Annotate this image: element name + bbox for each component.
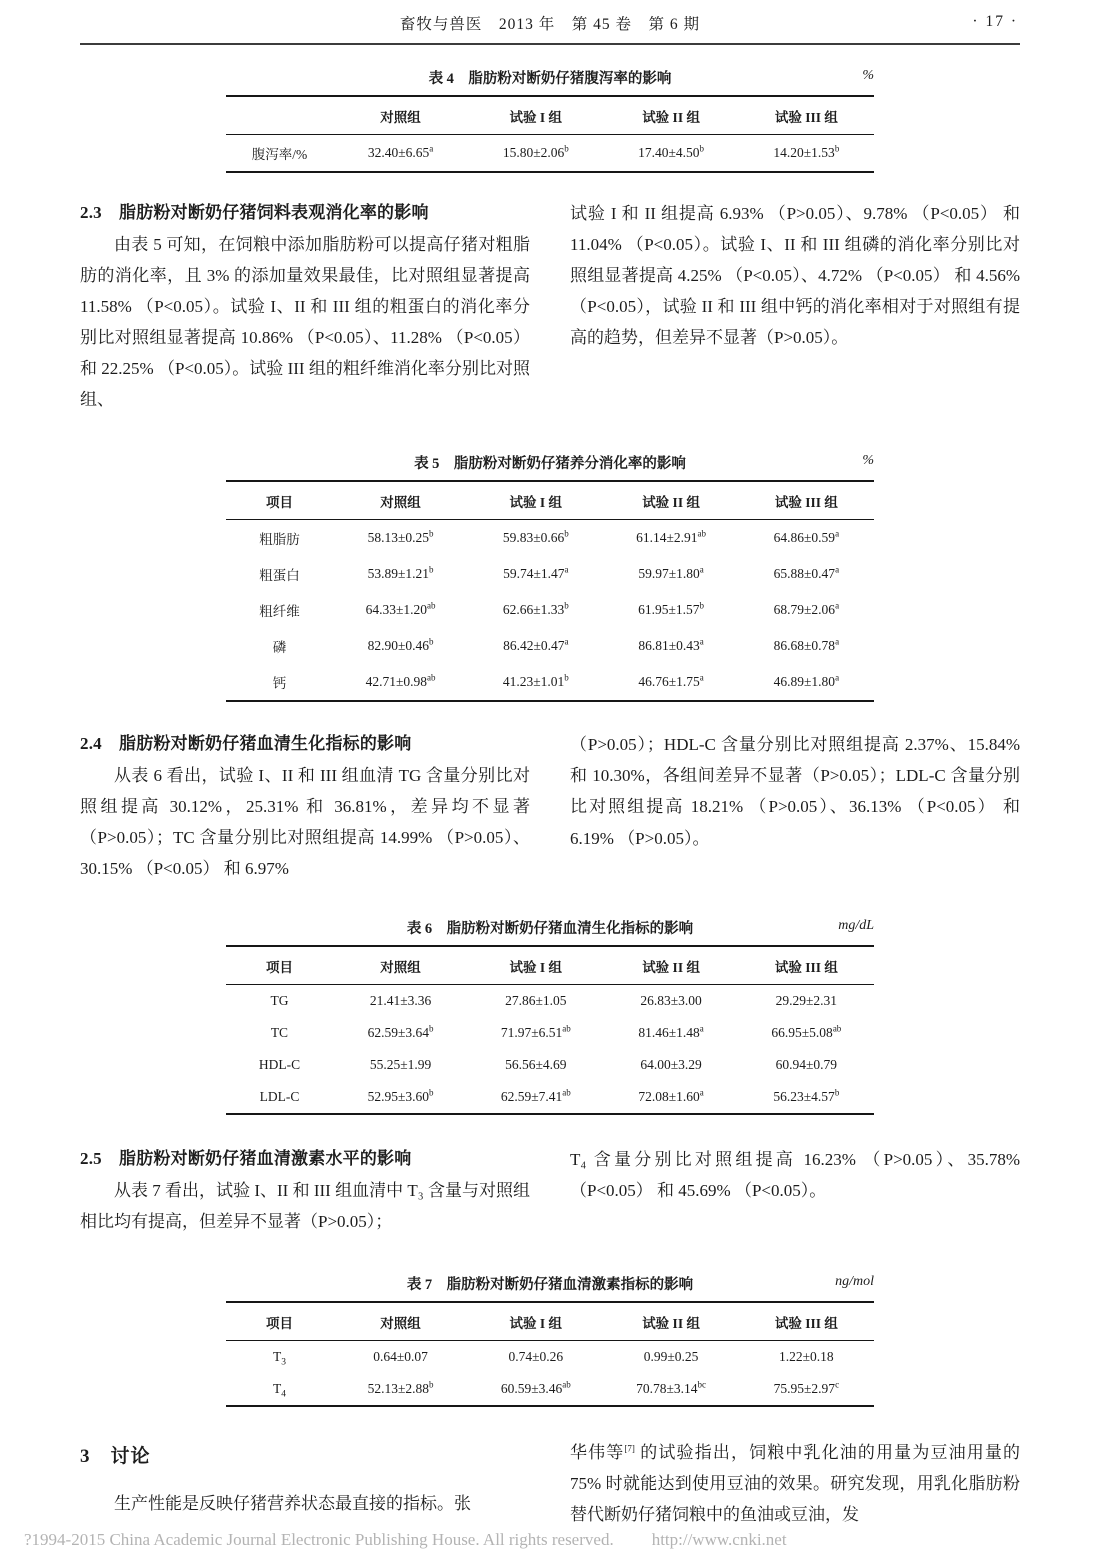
column-header: 试验 III 组 — [739, 1302, 874, 1341]
table-cell: 61.14±2.91$^{ab}$ — [636, 528, 707, 546]
table-cell: 26.83±3.00 — [640, 993, 702, 1009]
table-7-block — [226, 1273, 874, 1407]
table-7-unit: ng/mol — [835, 1274, 874, 1290]
column-header: 试验 II 组 — [603, 1302, 738, 1341]
section-2-3-paragraph-left: 由表 5 可知，在饲粮中添加脂肪粉可以提高仔猪对粗脂肪的消化率，且 3% 的添加量效果最佳，比对照组显著提高 11.58% （P<0.05）。试验 I、II 和 III 组的粗蛋白的消化率分别比对照组显著提高 10.86% （P<0.05）、11.28% （P<0.05） 和 22.25% （P<0.05）。试验 III 组的粗纤维消化率分别比对照组、 — [80, 234, 530, 410]
journal-header — [80, 12, 1020, 45]
row-label: HDL-C — [258, 1057, 301, 1073]
table-row — [226, 628, 874, 664]
table-cell: 41.23±1.01$^b$ — [502, 672, 569, 690]
column-header: 对照组 — [333, 1302, 468, 1341]
table-cell: 0.74±0.26 — [508, 1349, 564, 1365]
section-3-heading: 3 讨论 — [80, 1446, 151, 1468]
section-2-4 — [80, 729, 1020, 884]
row-label: $T_4$ — [272, 1381, 286, 1400]
table-4-block — [226, 67, 874, 173]
table-cell: 27.86±1.05 — [505, 993, 567, 1009]
journal-title-line: 畜牧与兽医 2013 年 第 45 卷 第 6 期 — [399, 16, 701, 33]
table-cell: 82.90±0.46$^b$ — [367, 636, 434, 654]
table-6-caption-text: 表 6 脂肪粉对断奶仔猪血清生化指标的影响 — [406, 921, 694, 938]
section-2-4-paragraph-left: 从表 6 看出，试验 I、II 和 III 组血清 TG 含量分别比对照组提高 30.12%，25.31% 和 36.81%，差异均不显著（P>0.05）；TC 含量分别比对照组提高 14.99% （P>0.05）、30.15% （P<0.05） 和 6.97% — [80, 765, 530, 879]
table-cell: 32.40±6.65$^a$ — [367, 143, 434, 160]
section-2-4-right-column — [570, 729, 1020, 884]
section-3-discussion — [80, 1437, 1020, 1530]
row-label: 钙 — [272, 676, 287, 692]
section-2-5-paragraph-left: 从表 7 看出，试验 I、II 和 III 组血清中 T₃ 含量与对照组相比均有提高，但差异不显著（P>0.05）； — [80, 1180, 530, 1231]
table-row — [226, 1049, 874, 1081]
row-label: LDL-C — [259, 1089, 300, 1105]
section-2-4-left-column — [80, 729, 530, 884]
row-label: TG — [270, 993, 289, 1009]
column-header — [226, 96, 333, 135]
table-cell: 58.13±0.25$^b$ — [367, 528, 434, 546]
row-label: $T_3$ — [272, 1349, 286, 1368]
table-row — [226, 1341, 874, 1374]
table-cell: 29.29±2.31 — [775, 993, 838, 1009]
column-header: 对照组 — [333, 481, 468, 520]
table-cell: 15.80±2.06$^b$ — [502, 143, 569, 160]
section-2-3-heading: 2.3 脂肪粉对断奶仔猪饲料表观消化率的影响 — [80, 203, 429, 222]
table-cell: 65.88±0.47$^a$ — [773, 564, 840, 582]
column-header: 试验 III 组 — [739, 96, 874, 135]
column-header: 试验 I 组 — [468, 946, 603, 985]
table-5 — [226, 480, 874, 702]
table-row — [226, 985, 874, 1018]
column-header: 项目 — [226, 946, 333, 985]
table-cell: 21.41±3.36 — [369, 993, 432, 1009]
table-cell: 64.00±3.29 — [640, 1057, 702, 1073]
table-cell: 46.76±1.75$^a$ — [638, 672, 704, 690]
table-5-block — [226, 452, 874, 702]
table-cell: 72.08±1.60$^a$ — [638, 1087, 704, 1105]
table-cell: 17.40±4.50$^b$ — [638, 143, 705, 160]
column-header: 试验 II 组 — [603, 481, 738, 520]
table-7 — [226, 1301, 874, 1407]
table-cell: 59.83±0.66$^b$ — [502, 528, 569, 546]
header-row — [226, 1302, 874, 1341]
table-cell: 60.59±3.46$^{ab}$ — [500, 1379, 571, 1397]
table-cell: 52.13±2.88$^b$ — [367, 1379, 434, 1397]
table-5-caption — [226, 452, 874, 473]
column-header: 试验 I 组 — [468, 481, 603, 520]
section-3-paragraph-left: 生产性能是反映仔猪营养状态最直接的指标。张 — [114, 1494, 471, 1514]
row-label: 磷 — [272, 640, 287, 656]
table-4-caption-text: 表 4 脂肪粉对断奶仔猪腹泻率的影响 — [428, 71, 672, 87]
table-cell: 55.25±1.99 — [369, 1057, 432, 1073]
table-cell: 59.97±1.80$^a$ — [638, 564, 704, 582]
section-2-5-paragraph-right: T₄ 含量分别比对照组提高 16.23% （P>0.05）、35.78% （P<0.05） 和 45.69% （P<0.05）。 — [570, 1150, 1020, 1201]
column-header: 试验 III 组 — [739, 481, 874, 520]
header-row — [226, 946, 874, 985]
table-cell: 14.20±1.53$^b$ — [773, 143, 840, 160]
header-row — [226, 481, 874, 520]
citation-7-superscript: [7] — [624, 1443, 635, 1454]
table-cell: 81.46±1.48$^a$ — [638, 1023, 704, 1041]
table-row — [226, 1017, 874, 1049]
table-cell: 56.23±4.57$^b$ — [773, 1087, 840, 1105]
section-2-5-left-column — [80, 1144, 530, 1237]
table-cell: 86.81±0.43$^a$ — [638, 636, 704, 654]
table-row — [226, 592, 874, 628]
table-cell: 60.94±0.79 — [775, 1057, 838, 1073]
table-7-caption-text: 表 7 脂肪粉对断奶仔猪血清激素指标的影响 — [406, 1277, 694, 1294]
table-cell: 86.42±0.47$^a$ — [503, 636, 569, 654]
page-number: · 17 · — [972, 13, 1018, 30]
table-cell: 66.95±5.08$^{ab}$ — [771, 1023, 842, 1041]
column-header: 项目 — [226, 481, 333, 520]
table-cell: 62.66±1.33$^b$ — [502, 600, 569, 618]
table-6 — [226, 945, 874, 1115]
table-cell: 68.79±2.06$^a$ — [773, 600, 840, 618]
table-cell: 61.95±1.57$^b$ — [638, 600, 705, 618]
section-2-5-heading: 2.5 脂肪粉对断奶仔猪血清激素水平的影响 — [80, 1149, 412, 1169]
section-3-paragraph-right — [570, 1437, 1020, 1530]
section-2-3-right-column — [570, 198, 1020, 415]
column-header: 试验 III 组 — [739, 946, 874, 985]
table-cell: 42.71±0.98$^{ab}$ — [365, 672, 436, 690]
section-2-5-right-column — [570, 1144, 1020, 1237]
row-label: 粗蛋白 — [259, 568, 300, 584]
section-2-4-paragraph-right: （P>0.05）；HDL-C 含量分别比对照组提高 2.37%、15.84% 和 10.30%，各组间差异不显著（P>0.05）；LDL-C 含量分别比对照组提高 18.21% （P>0.05）、36.13% （P<0.05） 和 6.19% （P>0.05）。 — [570, 735, 1020, 848]
table-6-caption — [226, 917, 874, 938]
row-label: TC — [270, 1025, 289, 1041]
table-4-caption — [226, 67, 874, 88]
table-4-unit: % — [862, 68, 874, 83]
column-header: 项目 — [226, 1302, 333, 1341]
table-cell: 1.22±0.18 — [779, 1349, 834, 1365]
table-cell: 62.59±3.64$^b$ — [367, 1023, 434, 1041]
header-row — [226, 96, 874, 135]
table-6-block — [226, 917, 874, 1115]
section-2-3 — [80, 198, 1020, 415]
table-cell: 71.97±6.51$^{ab}$ — [500, 1023, 571, 1041]
column-header: 对照组 — [333, 946, 468, 985]
column-header: 试验 II 组 — [603, 96, 738, 135]
section-2-3-left-column — [80, 198, 530, 415]
column-header: 试验 I 组 — [468, 1302, 603, 1341]
section-3-right-text-continued: 的试验指出，饲粮中乳化油的用量为豆油用量的 75% 时就能达到使用豆油的效果。研究发现，用乳化脂肪粉替代断奶仔猪饲粮中的鱼油或豆油，发 — [570, 1443, 1020, 1525]
table-7-caption — [226, 1273, 874, 1294]
row-label: 腹泻率/% — [251, 147, 308, 162]
table-cell: 86.68±0.78$^a$ — [773, 636, 840, 654]
table-cell: 64.33±1.20$^{ab}$ — [365, 600, 436, 618]
cnki-url: http://www.cnki.net — [651, 1530, 787, 1550]
cnki-footer — [0, 1530, 1100, 1562]
table-cell: 53.89±1.21$^b$ — [367, 564, 434, 582]
section-3-right-column — [570, 1437, 1020, 1530]
section-2-4-heading: 2.4 脂肪粉对断奶仔猪血清生化指标的影响 — [80, 734, 412, 754]
table-cell: 62.59±7.41$^{ab}$ — [500, 1087, 571, 1105]
table-cell: 59.74±1.47$^a$ — [503, 564, 569, 582]
section-2-5 — [80, 1144, 1020, 1237]
table-row — [226, 664, 874, 701]
table-row — [226, 1081, 874, 1114]
column-header: 试验 I 组 — [468, 96, 603, 135]
table-cell: 46.89±1.80$^a$ — [773, 672, 840, 690]
table-cell: 75.95±2.97$^c$ — [773, 1379, 840, 1397]
table-cell: 70.78±3.14$^{bc}$ — [636, 1379, 707, 1397]
table-row — [226, 135, 874, 173]
table-6-unit: mg/dL — [838, 918, 874, 934]
column-header: 对照组 — [333, 96, 468, 135]
table-5-unit: % — [862, 453, 874, 469]
table-cell: 64.86±0.59$^a$ — [773, 528, 840, 546]
table-cell: 52.95±3.60$^b$ — [367, 1087, 434, 1105]
table-row — [226, 1373, 874, 1406]
section-2-3-paragraph-right: 试验 I 和 II 组提高 6.93% （P>0.05）、9.78% （P<0.05） 和 11.04% （P<0.05）。试验 I、II 和 III 组磷的消化率分别比对照组显著提高 4.25% （P<0.05）、4.72% （P<0.05） 和 4.56% （P<0.05），试验 II 和 III 组中钙的消化率相对于对照组有提高的趋势，但差异不显著（P>0.05）。 — [570, 204, 1020, 348]
table-5-caption-text: 表 5 脂肪粉对断奶仔猪养分消化率的影响 — [414, 456, 686, 473]
table-row — [226, 520, 874, 557]
table-row — [226, 556, 874, 592]
section-3-right-text: 华伟等 — [570, 1443, 625, 1463]
column-header: 试验 II 组 — [603, 946, 738, 985]
table-4 — [226, 95, 874, 173]
copyright-text: ?1994-2015 China Academic Journal Electronic Publishing House. All rights reserved. — [24, 1530, 614, 1550]
section-3-left-column — [80, 1437, 530, 1530]
table-cell: 0.64±0.07 — [373, 1349, 428, 1365]
table-cell: 0.99±0.25 — [643, 1349, 699, 1365]
row-label: 粗纤维 — [259, 604, 300, 620]
table-cell: 56.56±4.69 — [505, 1057, 567, 1073]
row-label: 粗脂肪 — [259, 532, 300, 548]
